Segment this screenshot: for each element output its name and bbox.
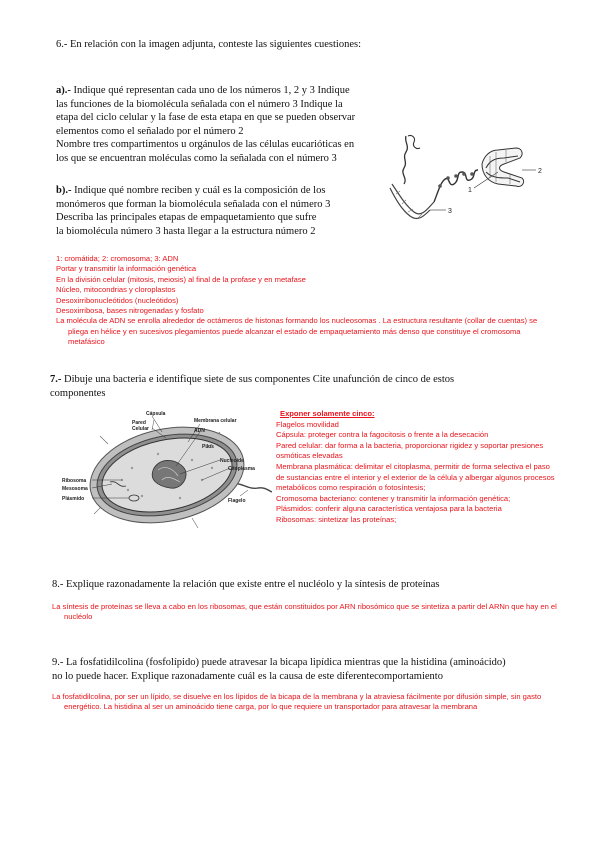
label-ribosoma: Ribosoma xyxy=(62,478,87,484)
q7-answers xyxy=(276,409,556,526)
q6-a-line-2: las funciones de la biomolécula señalada con el número 3 Indique la xyxy=(56,98,343,110)
q7-answer-4: Membrana plasmática: delimitar el citoplasma, permitir de forma selectiva el paso de sustancias entre el interior y el exterior de la célula y albergar algunos procesos metabólicos como respiración o fotosíntesis; xyxy=(276,461,555,493)
q9-title-line-1: 9.- La fosfatidilcolina (fosfolípido) puede atravesar la bicapa lipídica mientras que la histidina (aminoácido) xyxy=(52,657,506,668)
q9-answer: La fosfatidilcolina, por ser un lípido, se disuelve en los lípidos de la bicapa de la membrana y la atraviesa fácilmente por difusión simple, sin gasto energético. La histidina al ser un aminoácido tiene carga, por lo que requiere un transportador para atravesar la membrana xyxy=(52,692,542,712)
q6-b-line-2: monómeros que forman la biomolécula señalada con el número 3 xyxy=(56,198,331,210)
q7-title xyxy=(50,373,550,400)
q6-a-label: a).- xyxy=(56,85,71,96)
q6-answer-1: 1: cromátida; 2: cromosoma; 3: ADN xyxy=(56,254,179,263)
q6-answer-packaging: La molécula de ADN se enrolla alrededor de octámeros de histonas formando los nucleosomas . La estructura resultante (collar de cuentas) se pliega en hélice y en sucesivos plegamientos puede alcanzar el estado de empaquetamiento más denso que constituye el cromosoma metafásico xyxy=(56,316,538,347)
q7-title-line-2: componentes xyxy=(50,387,106,399)
label-pared: Pared xyxy=(132,420,146,426)
label-citoplasma: Citoplasma xyxy=(228,466,255,472)
q7-answer-3: Pared celular: dar forma a la bacteria, proporcionar rigidez y soportar presiones osmóticas elevadas xyxy=(276,440,544,461)
q7-answer-1: Flagelos movilidad xyxy=(276,419,339,429)
q6-answer-3: En la división celular (mitosis, meiosis) al final de la profase y en metafase xyxy=(56,274,306,284)
q7-answer-6: Plásmidos: conferir alguna característica ventajosa para la bacteria xyxy=(276,504,502,514)
q6-a-line-5: Nombre tres compartimentos u orgánulos de las células eucarióticas en xyxy=(56,139,355,150)
q6-a-line-6: los que se encuentran moléculas como la señalada con el número 3 xyxy=(56,152,337,164)
chromosome-dna-figure xyxy=(386,128,556,228)
q6-b-label: b).- xyxy=(56,185,72,196)
q6-a-line-4: elementos como el señalado por el número 2 xyxy=(56,125,244,137)
label-adn: ADN xyxy=(194,428,205,434)
label-celular: Celular xyxy=(132,426,149,432)
q7-answer-2: Cápsula: proteger contra la fagocitosis o frente a la desecación xyxy=(276,430,489,440)
q7-title-line-1: 7.- Dibuje una bacteria e identifique siete de sus componentes Cite unafunción de cinco de estos xyxy=(50,374,455,385)
label-mesosoma: Mesosoma xyxy=(62,486,88,492)
q6-answers xyxy=(56,254,556,348)
q6-b-line-4: la biomolécula número 3 hasta llegar a la estructura número 2 xyxy=(56,225,316,237)
q6-a-line-1: a).- Indique qué representan cada uno de los números 1, 2 y 3 Indique xyxy=(56,85,350,96)
label-flagelo: Flagelo xyxy=(228,498,246,504)
q9-title xyxy=(52,656,572,683)
figure-label-2: 2 xyxy=(538,168,542,175)
q6-answer-4: Núcleo, mitocondrias y cloroplastos xyxy=(56,285,176,295)
q6-title: 6.- En relación con la imagen adjunta, conteste las siguientes cuestiones: xyxy=(56,39,361,50)
q6-b-line-3: Describa las principales etapas de empaquetamiento que sufre xyxy=(56,212,317,223)
q6-a-line-3: etapa del ciclo celular y la fase de esta etapa en que se pueden observar xyxy=(56,112,356,123)
q6-b-line-1: b).- Indique qué nombre reciben y cuál es la composición de los xyxy=(56,185,326,196)
q6-part-b xyxy=(56,184,366,238)
q6-answer-6: Desoxirribosa, bases nitrogenadas y fosfato xyxy=(56,306,204,316)
label-capsula: Cápsula xyxy=(146,411,166,417)
q6-answer-2: Portar y transmitir la información genética xyxy=(56,264,197,274)
label-plasmido: Plásmido xyxy=(62,496,85,502)
q8-title: 8.- Explique razonadamente la relación que existe entre el nucléolo y la síntesis de proteínas xyxy=(52,579,440,590)
q7-number: 7.- xyxy=(50,374,62,385)
q6-part-a xyxy=(56,84,386,165)
label-nucleoide: Nucleoide xyxy=(220,458,244,464)
q7-answer-7: Ribosomas: sintetizar las proteínas; xyxy=(276,514,397,524)
figure-label-3: 3 xyxy=(448,208,452,215)
label-pilus: Pilus xyxy=(202,444,214,450)
q7-answer-heading: Exponer solamente cinco: xyxy=(280,409,375,418)
bacterium-diagram xyxy=(62,410,272,540)
q9-title-line-2: no lo puede hacer. Explique razonadamente cuál es la causa de este diferentecomportamiento xyxy=(52,670,443,682)
q6-answer-5: Desoxirribonucleótidos (nucleótidos) xyxy=(56,295,179,305)
q8-answer: La síntesis de proteínas se lleva a cabo en los ribosomas, que están constituidos por ARN ribosómico que se sintetiza a partir del ARNn que hay en el nucléolo xyxy=(52,602,557,622)
q7-answer-5: Cromosoma bacteriano: contener y transmitir la información genética; xyxy=(276,493,511,503)
label-membrana: Membrana celular xyxy=(194,418,237,424)
figure-label-1: 1 xyxy=(468,187,472,194)
